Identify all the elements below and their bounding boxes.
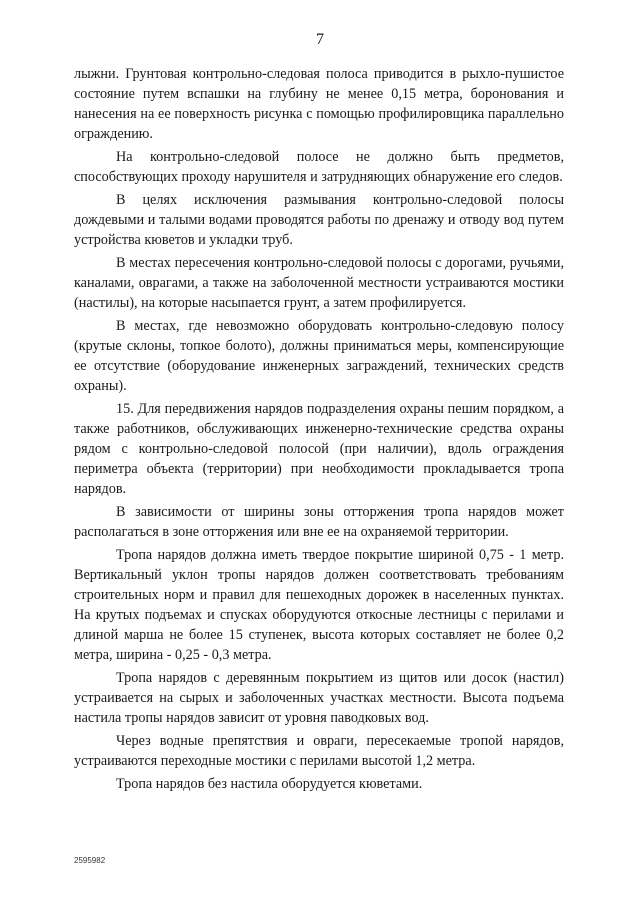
paragraph-item-15: 15. Для передвижения нарядов подразделения охраны пешим порядком, а также работников, обслуживающих инженерно-технические средства охраны рядом с контрольно-следовой полосой (при наличии), вдоль ограждения периметра объекта (территории) при необходимости прокладывается тропа нарядов. [74, 401, 564, 497]
page-number: 7 [316, 31, 324, 48]
paragraph: В местах, где невозможно оборудовать контрольно-следовую полосу (крутые склоны, топкое болото), должны приниматься меры, компенсирующие ее отсутствие (оборудование инженерных заграждений, технических средств охраны). [74, 318, 564, 394]
document-body [74, 64, 564, 797]
paragraph-continuation: лыжни. Грунтовая контрольно-следовая полоса приводится в рыхло-пушистое состояние путем вспашки на глубину не менее 0,15 метра, боронования и нанесения на ее поверхность рисунка с помощью профилировщика параллельно ограждению. [74, 66, 564, 142]
paragraph: Тропа нарядов должна иметь твердое покрытие шириной 0,75 - 1 метр. Вертикальный уклон тропы нарядов должен соответствовать требованиям строительных норм и правил для пешеходных дорожек в населенных пунктах. На крутых подъемах и спусках оборудуются откосные лестницы с перилами и длиной марша не более 15 ступенек, высота которых составляет не более 0,2 метра, ширина - 0,25 - 0,3 метра. [74, 547, 564, 663]
paragraph: На контрольно-следовой полосе не должно быть предметов, способствующих проходу нарушителя и затрудняющих обнаружение его следов. [74, 149, 564, 185]
paragraph: Через водные препятствия и овраги, пересекаемые тропой нарядов, устраиваются переходные мостики с перилами высотой 1,2 метра. [74, 733, 564, 769]
paragraph: В местах пересечения контрольно-следовой полосы с дорогами, ручьями, каналами, оврагами, а также на заболоченной местности устраиваются мостики (настилы), на которые насыпается грунт, а затем профилируется. [74, 255, 564, 311]
paragraph: В зависимости от ширины зоны отторжения тропа нарядов может располагаться в зоне отторжения или вне ее на охраняемой территории. [74, 504, 564, 540]
paragraph: Тропа нарядов с деревянным покрытием из щитов или досок (настил) устраивается на сырых и заболоченных участках местности. Высота подъема настила тропы нарядов зависит от уровня паводковых вод. [74, 670, 564, 726]
paragraph: В целях исключения размывания контрольно-следовой полосы дождевыми и талыми водами проводятся работы по дренажу и отводу вод путем устройства кюветов и укладки труб. [74, 192, 564, 248]
paragraph: Тропа нарядов без настила оборудуется кюветами. [116, 776, 423, 792]
footer-document-code: 2595982 [74, 856, 106, 865]
